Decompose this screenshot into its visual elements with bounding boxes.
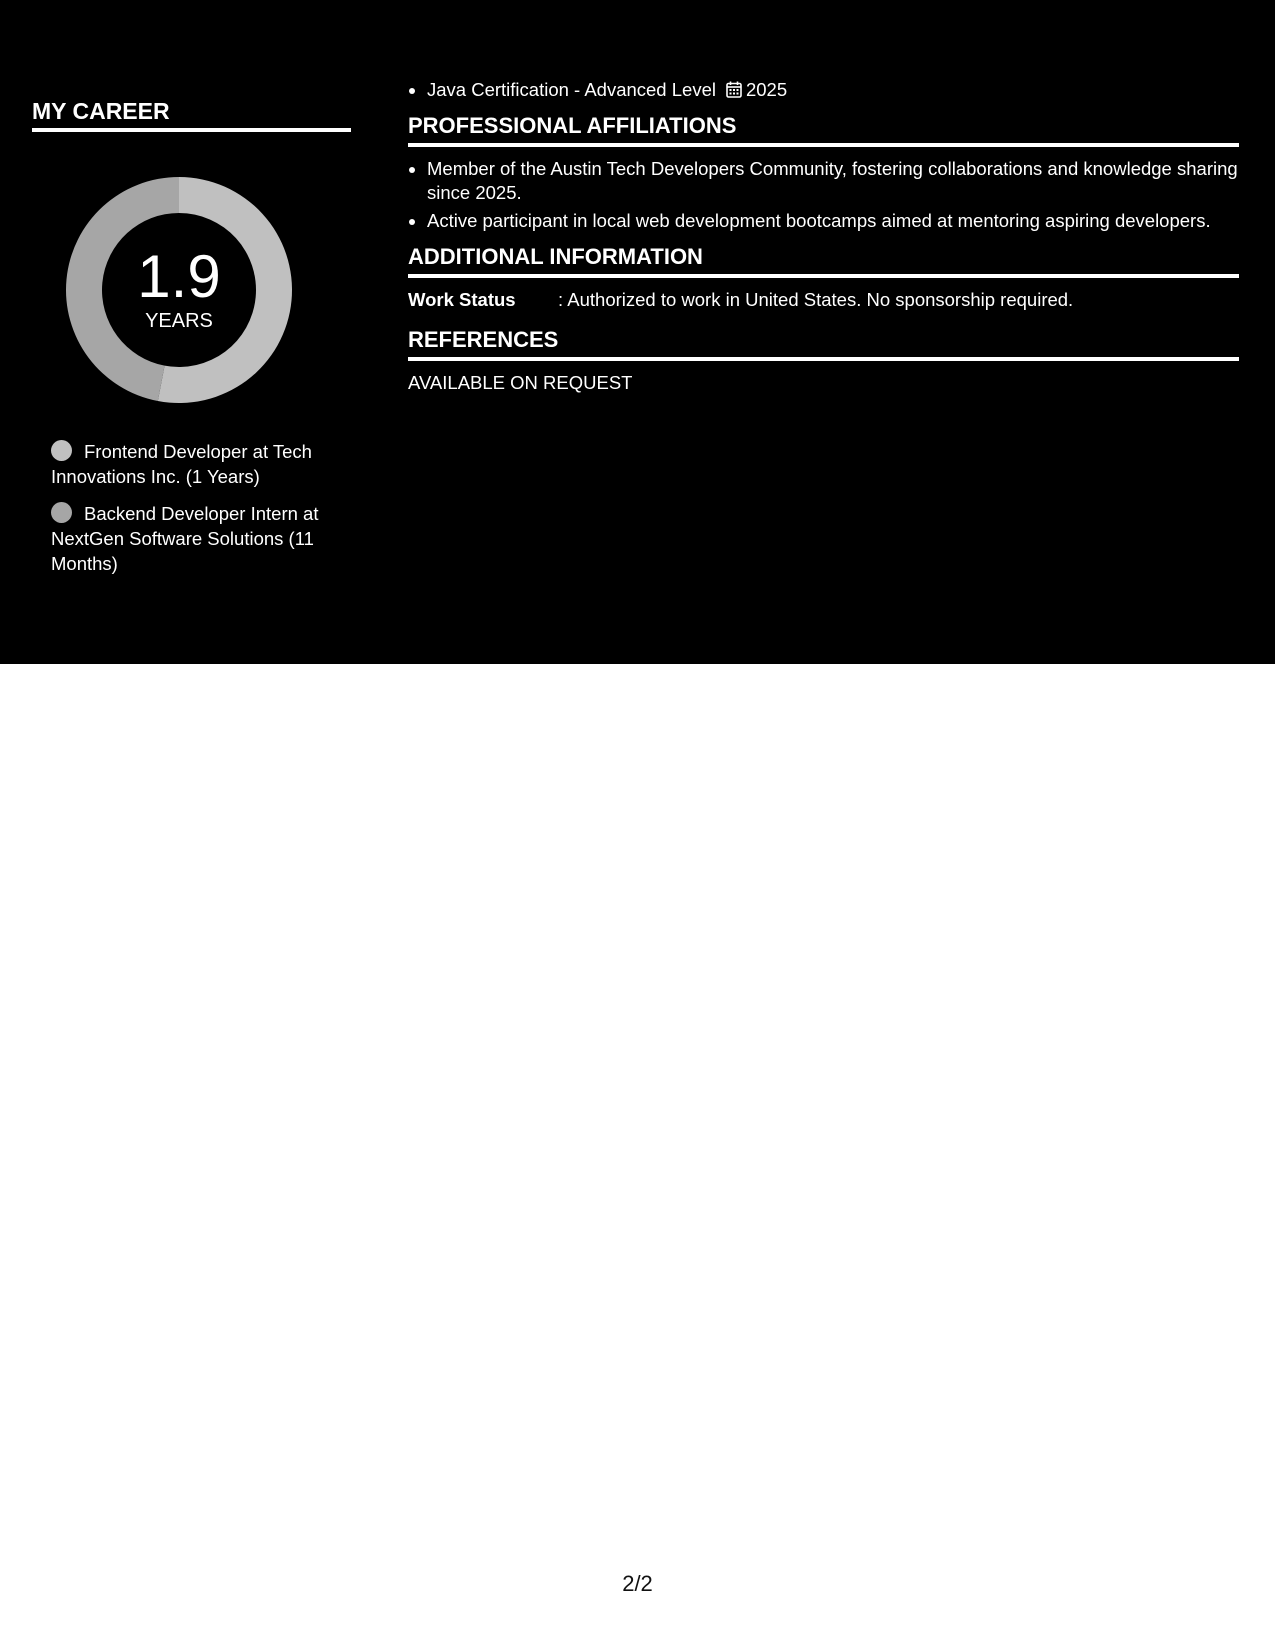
career-total-unit: YEARS bbox=[145, 310, 213, 332]
career-item-label: Backend Developer Intern at NextGen Software Solutions (11 Months) bbox=[51, 503, 319, 574]
affiliations-section bbox=[408, 112, 1239, 233]
page-number: 2/2 bbox=[622, 1571, 653, 1596]
career-donut-chart bbox=[66, 177, 292, 403]
affiliation-item: • Active participant in local web development bootcamps aimed at mentoring aspiring developers. bbox=[427, 209, 1239, 233]
affiliation-item: • Member of the Austin Tech Developers Community, fostering collaborations and knowledge sharing since 2025. bbox=[427, 157, 1239, 205]
certification-item bbox=[427, 78, 1239, 102]
affiliations-heading: PROFESSIONAL AFFILIATIONS bbox=[408, 113, 737, 138]
work-status-value: : Authorized to work in United States. No sponsorship required. bbox=[558, 289, 1074, 310]
resume-main-column bbox=[408, 78, 1239, 395]
career-item-backend bbox=[51, 501, 331, 576]
calendar-icon bbox=[726, 81, 742, 98]
additional-info-heading: ADDITIONAL INFORMATION bbox=[408, 244, 703, 269]
career-sidebar bbox=[32, 96, 351, 588]
career-heading-rule bbox=[32, 128, 351, 132]
career-item-frontend bbox=[51, 439, 331, 489]
career-total-value: 1.9 bbox=[137, 243, 221, 310]
references-text: AVAILABLE ON REQUEST bbox=[408, 372, 633, 393]
certification-name: Java Certification - Advanced Level bbox=[427, 79, 716, 100]
career-dot-backend bbox=[51, 502, 72, 523]
references-heading: REFERENCES bbox=[408, 327, 559, 352]
certification-list bbox=[408, 78, 1239, 102]
career-item-label: Frontend Developer at Tech Innovations Inc. (1 Years) bbox=[51, 441, 312, 487]
additional-info-section bbox=[408, 243, 1239, 312]
additional-info-rule bbox=[408, 274, 1239, 278]
certification-date bbox=[726, 79, 787, 100]
career-list bbox=[51, 439, 331, 576]
references-section bbox=[408, 326, 1239, 395]
career-heading: MY CAREER bbox=[32, 98, 170, 124]
certification-year: 2025 bbox=[745, 79, 788, 100]
donut-center bbox=[66, 177, 292, 403]
work-status-row bbox=[408, 288, 1239, 312]
affiliations-list bbox=[408, 157, 1239, 233]
affiliations-rule bbox=[408, 143, 1239, 147]
work-status-label: Work Status bbox=[408, 289, 516, 310]
references-rule bbox=[408, 357, 1239, 361]
career-dot-frontend bbox=[51, 440, 72, 461]
